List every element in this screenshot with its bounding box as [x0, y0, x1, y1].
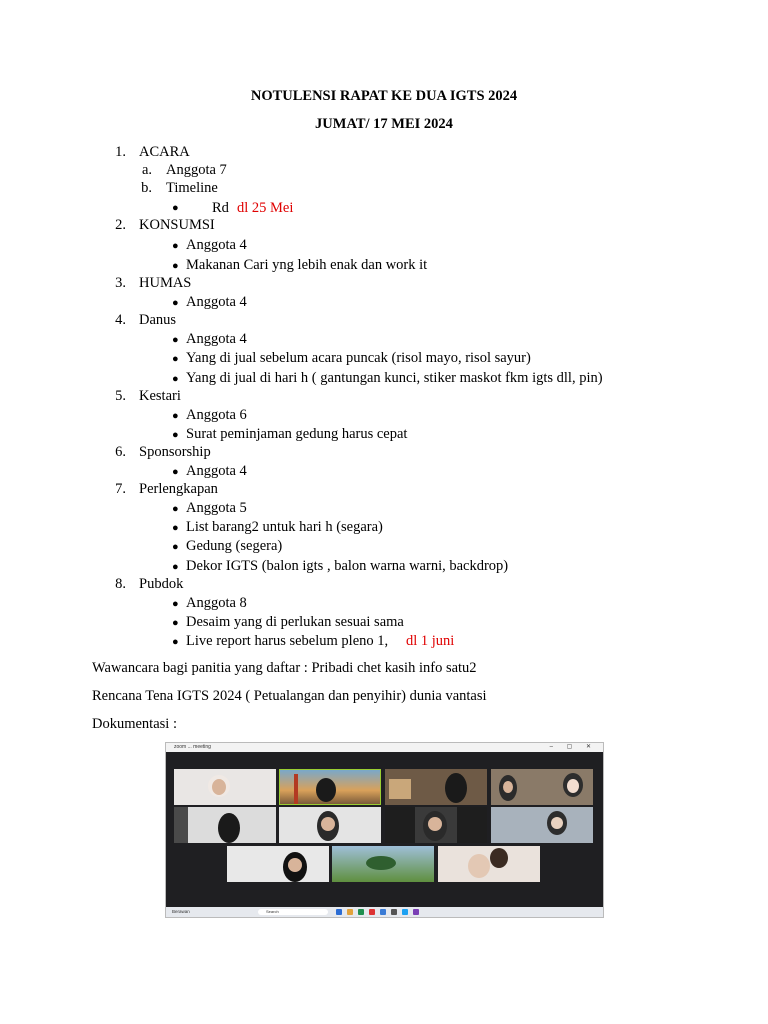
list-item: Surat peminjaman gedung harus cepat [186, 426, 408, 442]
bullet-icon: ● [172, 466, 179, 478]
participant-tile [174, 769, 276, 805]
bullet-icon: ● [172, 636, 179, 648]
list-item: Anggota 4 [186, 294, 247, 310]
participant-tile [491, 807, 593, 843]
bullet-icon: ● [172, 260, 179, 272]
list-item: Gedung (segera) [186, 538, 283, 554]
document-date: JUMAT/ 17 MEI 2024 [315, 116, 453, 132]
paragraph-dokumentasi: Dokumentasi : [92, 716, 177, 732]
bullet-icon: ● [172, 429, 179, 441]
list-item: Live report harus sebelum pleno 1, [186, 633, 389, 649]
bullet-icon: ● [172, 353, 179, 365]
window-title: zoom ... meeting [174, 744, 211, 750]
participant-tile [332, 846, 434, 882]
participant-tile [174, 807, 276, 843]
bullet-icon: ● [172, 410, 179, 422]
section-number: 3. [115, 275, 126, 291]
section-number: 7. [115, 481, 126, 497]
participant-tile [385, 807, 487, 843]
list-item: Anggota 4 [186, 331, 247, 347]
list-item: Anggota 4 [186, 463, 247, 479]
weather-widget: Berawan [172, 909, 190, 914]
paragraph-rencana: Rencana Tena IGTS 2024 ( Petualangan dan penyihir) dunia vantasi [92, 688, 487, 704]
bullet-icon: ● [172, 598, 179, 610]
list-item: Makanan Cari yng lebih enak dan work it [186, 257, 428, 273]
section-label: Sponsorship [139, 444, 211, 460]
deadline-highlight: dl 25 Mei [237, 200, 294, 216]
list-item: Anggota 6 [186, 407, 247, 423]
list-item: Yang di jual di hari h ( gantungan kunci, stiker maskot fkm igts dll, pin) [186, 370, 603, 386]
sub-sub-item: Rd [212, 200, 229, 216]
participant-tile [491, 769, 593, 805]
participant-tile-active [279, 769, 381, 805]
participant-tile [385, 769, 487, 805]
bullet-icon: ● [172, 297, 179, 309]
paragraph-wawancara: Wawancara bagi panitia yang daftar : Pribadi chet kasih info satu2 [92, 660, 477, 676]
deadline-highlight: dl 1 juni [406, 633, 455, 649]
bullet-icon: ● [172, 522, 179, 534]
section-number: 8. [115, 576, 126, 592]
list-item: Desaim yang di perlukan sesuai sama [186, 614, 404, 630]
bullet-icon: ● [172, 561, 179, 573]
list-item: Anggota 8 [186, 595, 247, 611]
section-label: ACARA [139, 144, 190, 160]
taskbar-icons [336, 909, 424, 916]
sub-item: Anggota 7 [166, 162, 227, 178]
bullet-icon: ● [172, 541, 179, 553]
bullet-icon: ● [172, 334, 179, 346]
search-input: Search [258, 909, 328, 915]
sub-marker: a. [141, 162, 152, 178]
documentation-screenshot [165, 742, 604, 918]
section-label: Perlengkapan [139, 481, 218, 497]
section-label: Pubdok [139, 576, 184, 592]
participant-tile [438, 846, 540, 882]
section-label: Kestari [139, 388, 181, 404]
section-label: Danus [139, 312, 177, 328]
participant-tile [279, 807, 381, 843]
bullet-icon: ● [172, 503, 179, 515]
participant-tile [227, 846, 329, 882]
bullet-icon: ● [172, 617, 179, 629]
list-item: Dekor IGTS (balon igts , balon warna warni, backdrop) [186, 558, 509, 574]
window-controls: – ▢ ✕ [549, 744, 597, 750]
bullet-icon: ● [172, 202, 179, 214]
list-item: Anggota 4 [186, 237, 247, 253]
section-number: 2. [115, 217, 126, 233]
taskbar [166, 907, 603, 917]
window-titlebar [166, 743, 603, 752]
list-item: Anggota 5 [186, 500, 247, 516]
section-number: 1. [115, 144, 126, 160]
sub-item: Timeline [166, 180, 218, 196]
section-number: 4. [115, 312, 126, 328]
bullet-icon: ● [172, 373, 179, 385]
bullet-icon: ● [172, 240, 179, 252]
list-item: Yang di jual sebelum acara puncak (risol mayo, risol sayur) [186, 350, 531, 366]
document-title: NOTULENSI RAPAT KE DUA IGTS 2024 [250, 88, 518, 104]
section-label: KONSUMSI [139, 217, 215, 233]
section-number: 5. [115, 388, 126, 404]
sub-marker: b. [141, 180, 152, 196]
section-label: HUMAS [139, 275, 192, 291]
section-number: 6. [115, 444, 126, 460]
list-item: List barang2 untuk hari h (segara) [186, 519, 383, 535]
